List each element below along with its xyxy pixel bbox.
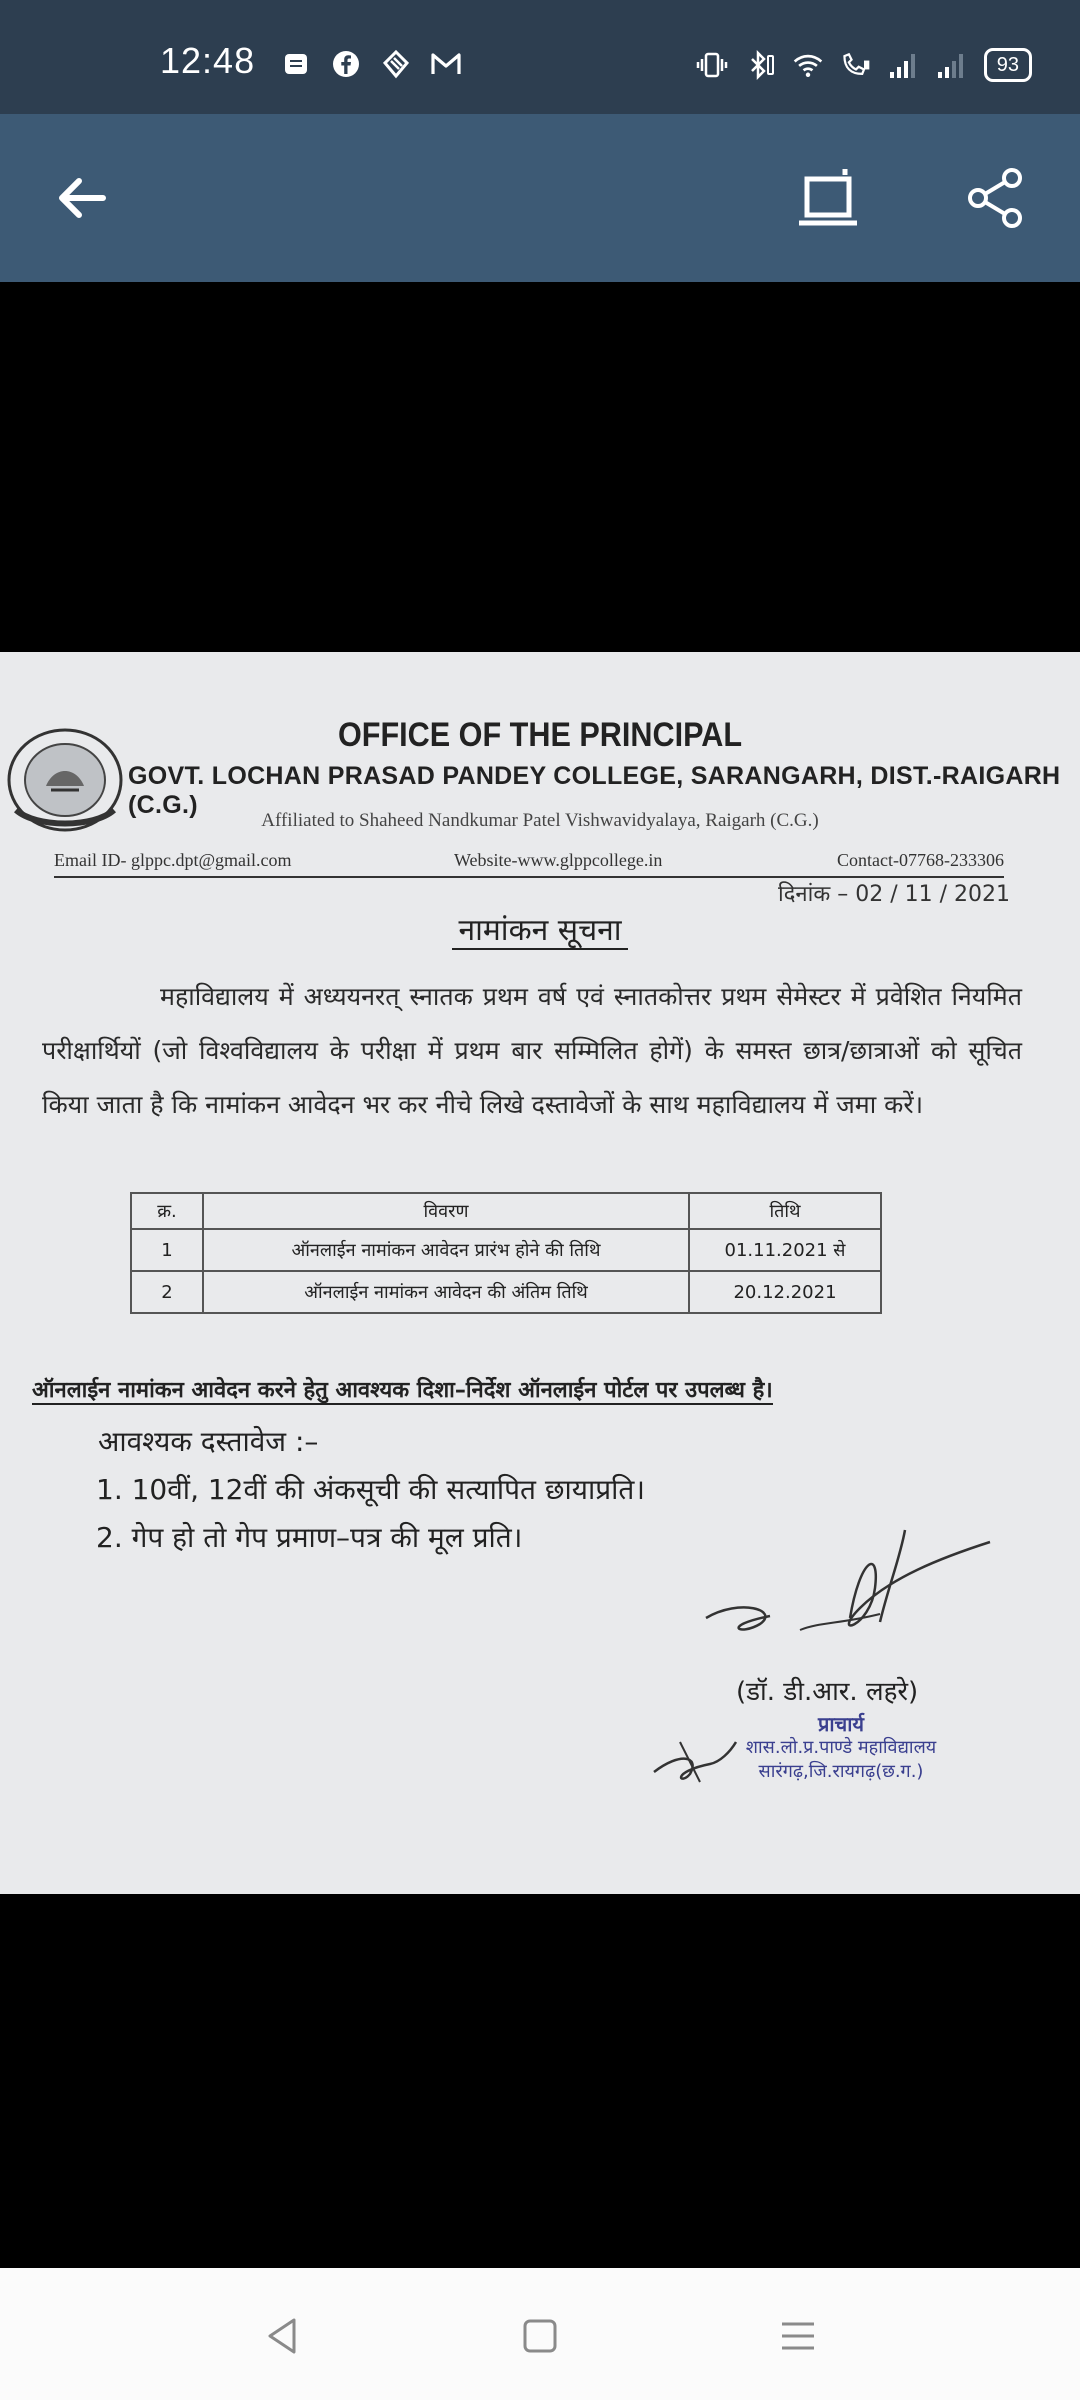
notice-title bbox=[0, 908, 1080, 949]
principal-stamp bbox=[736, 1712, 946, 1784]
share-icon bbox=[964, 166, 1028, 230]
signal-1-icon bbox=[888, 49, 920, 81]
stamp-title: प्राचार्य bbox=[817, 1712, 865, 1736]
email-text: Email ID- glppc.dpt@gmail.com bbox=[54, 850, 292, 870]
required-docs-title: आवश्यक दस्तावेज :– bbox=[98, 1425, 319, 1458]
guideline-underlined: ऑनलाईन नामांकन आवेदन करने हेतु आवश्यक दिशा–निर्देश ऑनलाईन पोर्टल पर उपलब्ध है। bbox=[32, 1378, 773, 1403]
crop-rotate-button[interactable] bbox=[782, 152, 874, 244]
table-cell: 01.11.2021 से bbox=[689, 1229, 881, 1271]
table-cell: ऑनलाईन नामांकन आवेदन की अंतिम तिथि bbox=[203, 1271, 689, 1313]
website-text: Website-www.glppcollege.in bbox=[454, 850, 663, 870]
nav-home-button[interactable] bbox=[510, 2306, 570, 2366]
battery-indicator: 93 bbox=[984, 48, 1032, 82]
table-cell: 1 bbox=[131, 1229, 203, 1271]
contact-line bbox=[54, 850, 1004, 878]
message-icon bbox=[280, 48, 312, 80]
nav-recents-button[interactable] bbox=[768, 2306, 828, 2366]
back-arrow-icon bbox=[55, 171, 109, 225]
contact-text: Contact-07768-233306 bbox=[837, 850, 1004, 870]
stamp-line: शास.लो.प्र.पाण्डे महाविद्यालय bbox=[745, 1737, 937, 1758]
nav-back-icon bbox=[262, 2316, 302, 2356]
crop-rotate-icon bbox=[795, 165, 861, 231]
nav-home-icon bbox=[520, 2316, 560, 2356]
status-time: 12:48 bbox=[160, 40, 256, 81]
wifi-icon bbox=[792, 49, 824, 81]
gmail-icon bbox=[430, 48, 462, 80]
college-name: GOVT. LOCHAN PRASAD PANDEY COLLEGE, SARANGARH, DIST.-RAIGARH (C.G.) bbox=[128, 762, 1061, 819]
notice-document-image[interactable] bbox=[0, 652, 1080, 1894]
table-row bbox=[131, 1271, 881, 1313]
volte-call-icon bbox=[840, 49, 872, 81]
stamp-line: सारंगढ़,जि.रायगढ़(छ.ग.) bbox=[758, 1761, 924, 1782]
signatory-name: (डॉ. डी.आर. लहरे) bbox=[736, 1677, 919, 1707]
required-doc-item: 2. गेप हो तो गेप प्रमाण–पत्र की मूल प्रति। bbox=[96, 1521, 523, 1554]
affiliation-line: Affiliated to Shaheed Nandkumar Patel Vishwavidyalaya, Raigarh (C.G.) bbox=[261, 810, 819, 831]
vibrate-icon bbox=[696, 49, 728, 81]
notice-paragraph: महाविद्यालय में अध्ययनरत् स्नातक प्रथम वर्ष एवं स्नातकोत्तर प्रथम सेमेस्टर में प्रवेशित नियमित परीक्षार्थियों (जो विश्वविद्यालय के परीक्षा में प्रथम बार सम्मिलित होगें) के समस्त छात्र/छात्राओं को सूचित किया जाता है कि नामांकन आवेदन भर कर नीचे लिखे दस्तावेजों के साथ महाविद्यालय में जमा करें। bbox=[42, 982, 1022, 1119]
table-header-row bbox=[131, 1193, 881, 1229]
principal-signature bbox=[700, 1518, 1000, 1662]
share-button[interactable] bbox=[950, 152, 1042, 244]
office-title: OFFICE OF THE PRINCIPAL bbox=[337, 716, 743, 754]
nav-menu-icon bbox=[778, 2316, 818, 2356]
table-header: क्र. bbox=[131, 1193, 203, 1229]
table-cell: ऑनलाईन नामांकन आवेदन प्रारंभ होने की तिथि bbox=[203, 1229, 689, 1271]
facebook-icon bbox=[330, 48, 362, 80]
table-cell: 20.12.2021 bbox=[689, 1271, 881, 1313]
required-doc-item: 1. 10वीं, 12वीं की अंकसूची की सत्यापित छायाप्रति। bbox=[96, 1473, 645, 1506]
notice-title-text: नामांकन सूचना bbox=[452, 913, 627, 950]
table-header: तिथि bbox=[689, 1193, 881, 1229]
table-header: विवरण bbox=[203, 1193, 689, 1229]
bluetooth-icon bbox=[744, 49, 776, 81]
notice-date: दिनांक – 02 / 11 / 2021 bbox=[778, 882, 1010, 907]
signal-2-icon bbox=[936, 49, 968, 81]
vpn-icon bbox=[380, 48, 412, 80]
stamp-signature bbox=[650, 1712, 740, 1796]
back-button[interactable] bbox=[36, 152, 128, 244]
table-cell: 2 bbox=[131, 1271, 203, 1313]
nav-back-button[interactable] bbox=[252, 2306, 312, 2366]
guideline-text bbox=[32, 1374, 773, 1404]
schedule-table bbox=[130, 1192, 882, 1314]
navigation-bar bbox=[0, 2268, 1080, 2400]
status-bar bbox=[0, 0, 1080, 114]
table-row bbox=[131, 1229, 881, 1271]
app-bar bbox=[0, 114, 1080, 282]
